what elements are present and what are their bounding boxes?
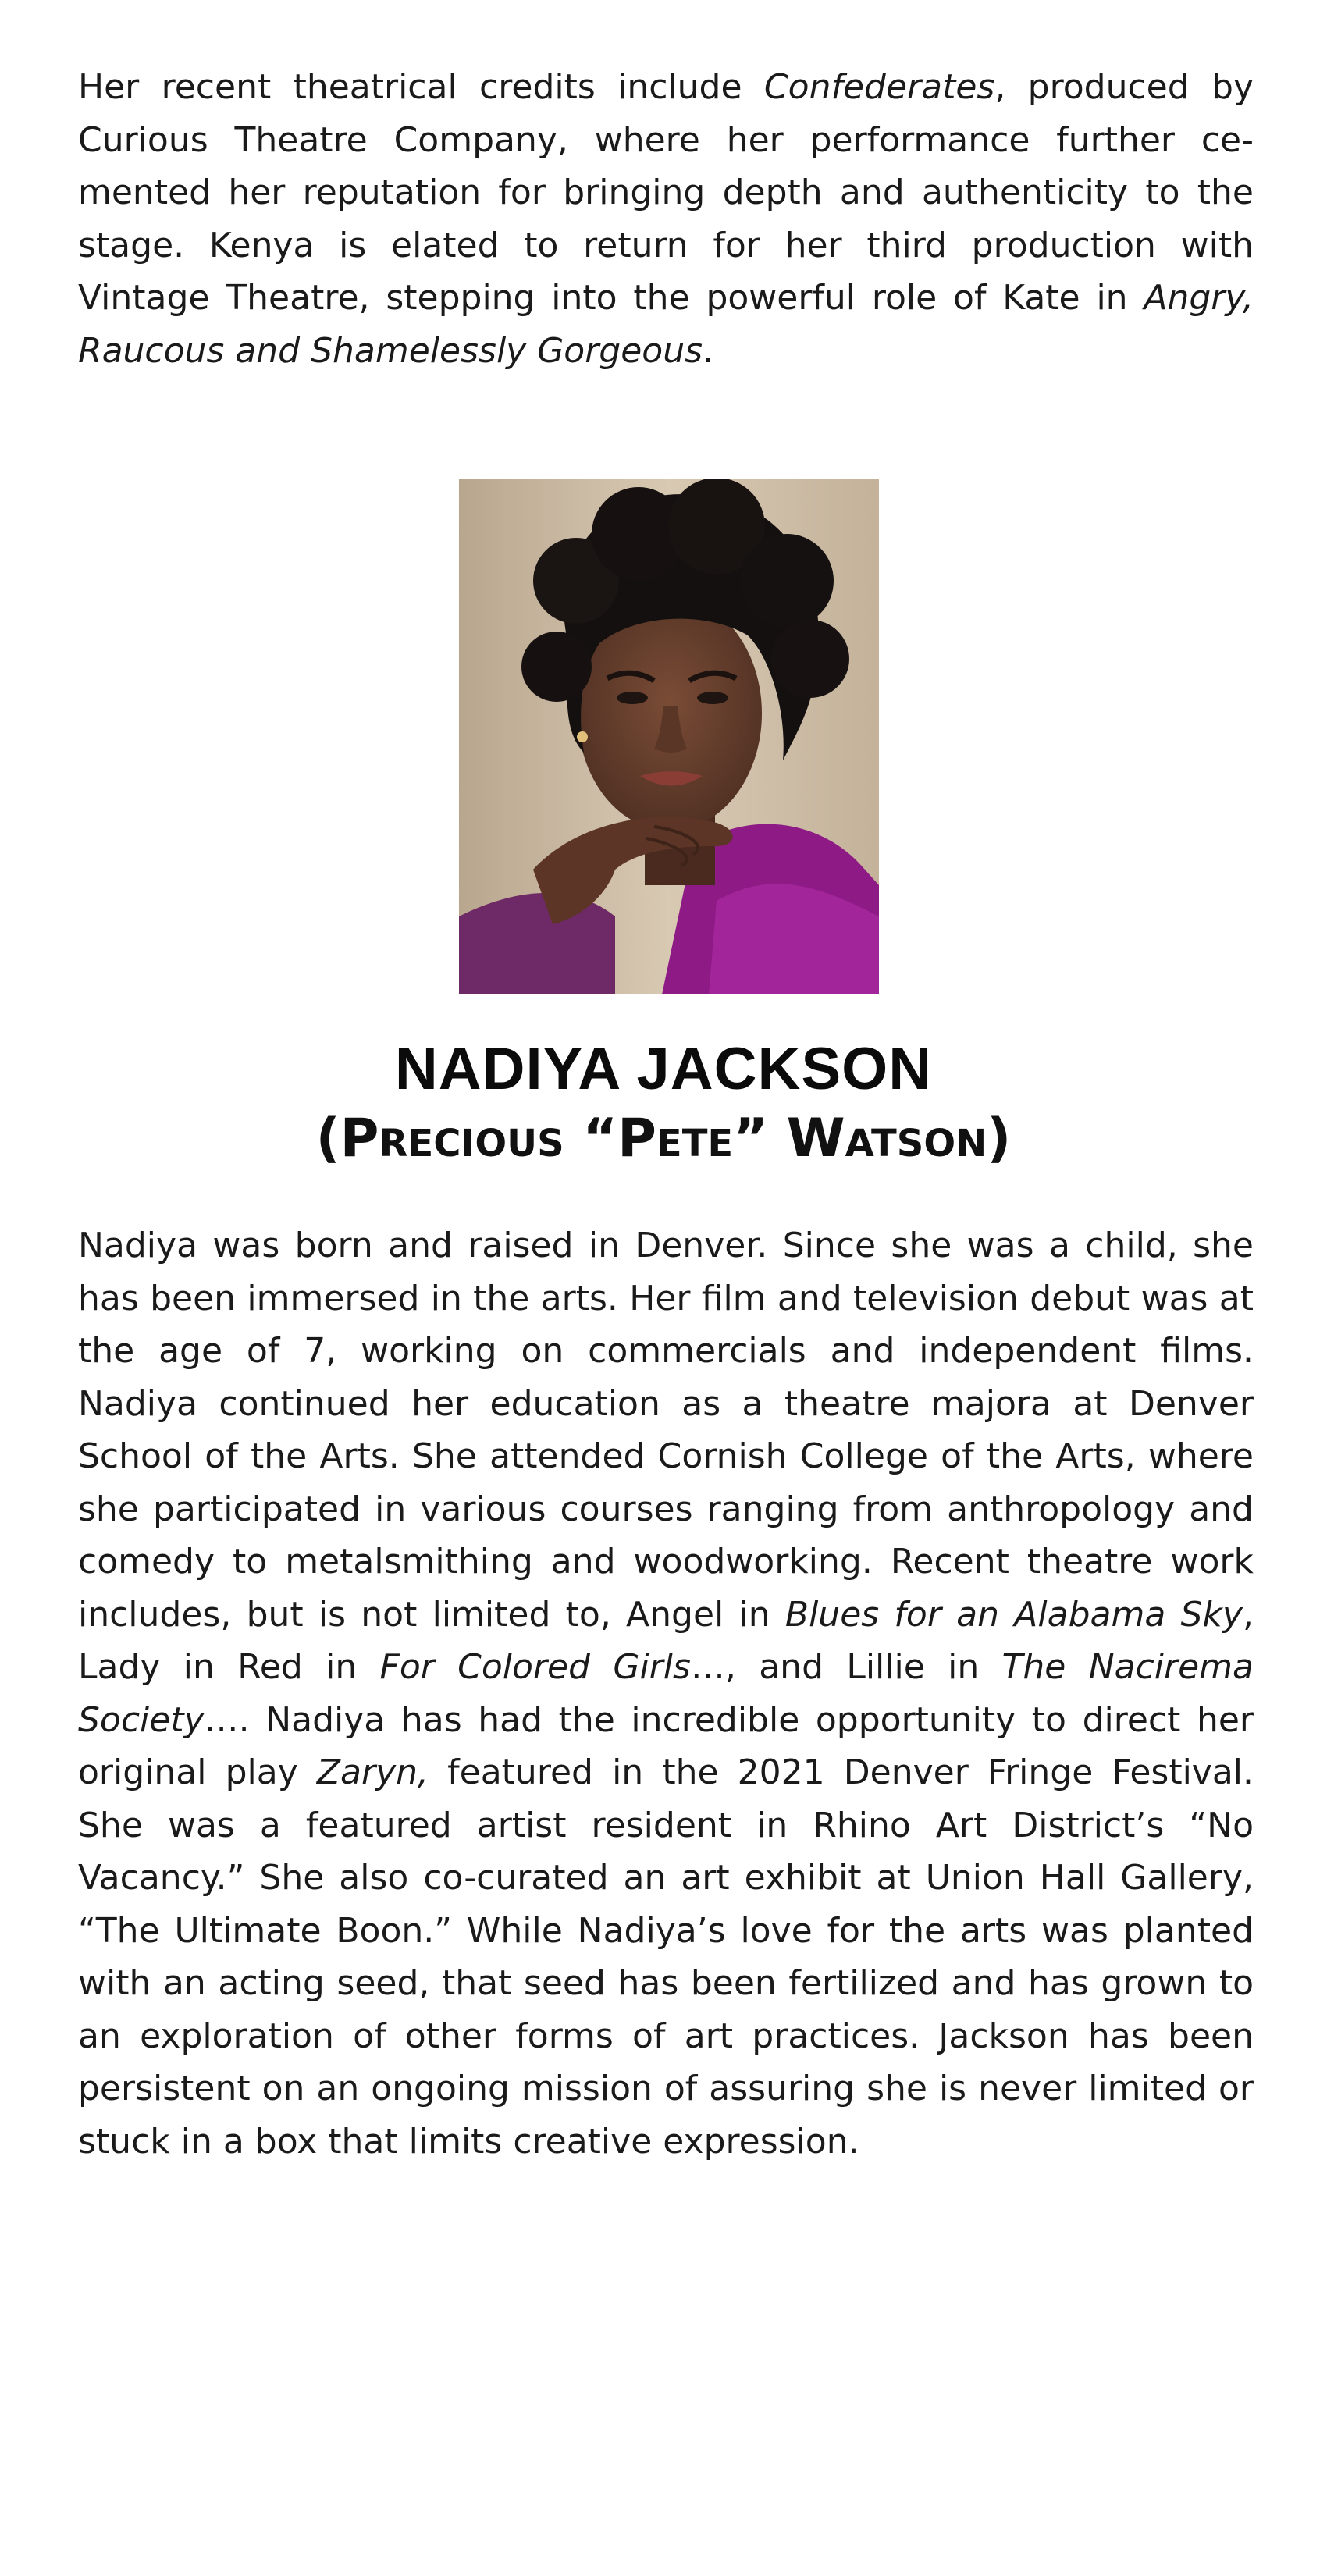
play-title-blues: Blues for an Alabama Sky: [784, 1594, 1243, 1635]
actor-role-subheading: (Precious “Pete” Watson): [315, 1108, 1012, 1169]
play-title-nacirema: The Nacirema Society: [78, 1647, 1254, 1740]
play-title-zaryn: Zaryn,: [316, 1752, 429, 1792]
bio-text: Nadiya was born and raised in Denver. Since she was a child, she has been immersed in the arts. Her film and television debut was at the age of 7, working on commercials and independent films. Nadiya continued her education as a theatre majora at Denver School of the Arts. She attended Cornish College of the Arts, where she participated in various courses ranging from anthropology and comedy to metalsmithing and woodworking. Recent theatre work includes, but is not limited to, Angel in: [78, 1226, 1254, 1635]
previous-bio-text: Her recent theatrical credits include: [78, 67, 764, 107]
play-title-angry-raucous: Angry, Raucous and Shamelessly Gorgeous: [78, 278, 1254, 371]
previous-bio-text: .: [703, 330, 714, 371]
bio-text: …. Nadiya has had the incredible opportunity to direct her original play: [78, 1699, 1254, 1792]
previous-bio-paragraph: [78, 61, 1254, 377]
bio-text: , Lady in Red in: [78, 1594, 1254, 1687]
actor-headshot-photo: [459, 479, 879, 994]
previous-bio-text: , produced by Curious Theatre Company, where her performance further cemented her reputation for bringing depth and authenticity to the stage. Kenya is elated to return for her third production with Vintage Theatre, stepping into the powerful role of Kate in: [78, 67, 1254, 318]
play-title-colored-girls: For Colored Girls: [379, 1647, 691, 1687]
bio-text: featured in the 2021 Denver Fringe Festival. She was a featured artist resident in Rhino Art District’s “No Vacancy.” She also co-curated an art exhibit at Union Hall Gallery, “The Ultimate Boon.” While Nadiya’s love for the arts was planted with an acting seed, that seed has been fertilized and has grown to an exploration of other forms of art practices. Jackson has been persistent on an ongoing mission of assuring she is never limited or stuck in a box that limits creative expression.: [78, 1752, 1254, 2161]
bio-text: …, and Lillie in: [690, 1647, 1002, 1687]
actor-bio-paragraph: [78, 1219, 1254, 2168]
actor-name-heading: NADIYA JACKSON: [394, 1036, 933, 1102]
headshot-illustration: [459, 479, 879, 994]
play-title-confederates: Confederates: [763, 67, 995, 107]
